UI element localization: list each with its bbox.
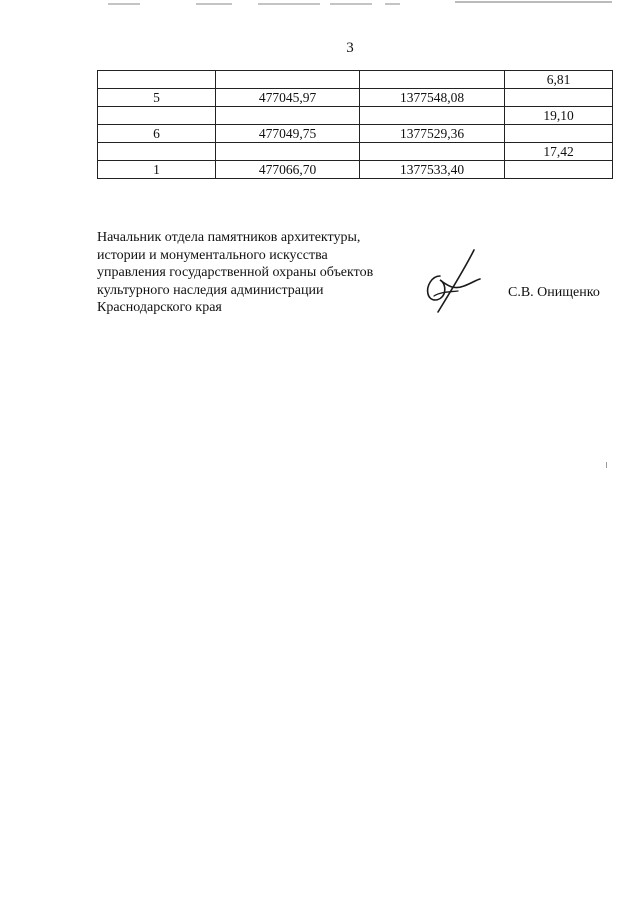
x-coordinate-cell: 477045,97 xyxy=(216,89,360,107)
page-number: 3 xyxy=(346,40,354,56)
signatory-title-line: культурного наследия администрации xyxy=(97,282,324,298)
signatory-name: С.В. Онищенко xyxy=(508,285,600,300)
x-coordinate-cell xyxy=(216,143,360,161)
point-number-cell xyxy=(98,143,216,161)
point-number-cell xyxy=(98,71,216,89)
table-row xyxy=(98,89,613,107)
signatory-title-line: истории и монументального искусства xyxy=(97,247,328,263)
distance-cell xyxy=(505,125,613,143)
table-row xyxy=(98,71,613,89)
y-coordinate-cell xyxy=(360,143,505,161)
x-coordinate-cell: 477049,75 xyxy=(216,125,360,143)
signatory-title-line: управления государственной охраны объектов xyxy=(97,265,374,280)
point-number-cell: 5 xyxy=(98,89,216,107)
signatory-title-line: Начальник отдела памятников архитектуры, xyxy=(97,230,361,245)
table-row xyxy=(98,125,613,143)
table-row xyxy=(98,143,613,161)
handwritten-signature xyxy=(418,246,488,316)
point-number-cell: 6 xyxy=(98,125,216,143)
point-number-cell: 1 xyxy=(98,161,216,179)
x-coordinate-cell xyxy=(216,107,360,125)
scan-edge-marks xyxy=(0,0,640,10)
point-number-cell xyxy=(98,107,216,125)
scan-margin-mark xyxy=(606,462,607,468)
y-coordinate-cell xyxy=(360,71,505,89)
y-coordinate-cell: 1377548,08 xyxy=(360,89,505,107)
distance-cell: 6,81 xyxy=(505,71,613,89)
distance-cell: 17,42 xyxy=(505,143,613,161)
y-coordinate-cell: 1377533,40 xyxy=(360,161,505,179)
y-coordinate-cell: 1377529,36 xyxy=(360,125,505,143)
coordinates-table xyxy=(97,70,613,179)
distance-cell: 19,10 xyxy=(505,107,613,125)
table-row xyxy=(98,107,613,125)
table-row xyxy=(98,161,613,179)
distance-cell xyxy=(505,89,613,107)
distance-cell xyxy=(505,161,613,179)
signatory-title xyxy=(97,229,417,317)
y-coordinate-cell xyxy=(360,107,505,125)
x-coordinate-cell: 477066,70 xyxy=(216,161,360,179)
signatory-title-line: Краснодарского края xyxy=(97,300,222,315)
x-coordinate-cell xyxy=(216,71,360,89)
